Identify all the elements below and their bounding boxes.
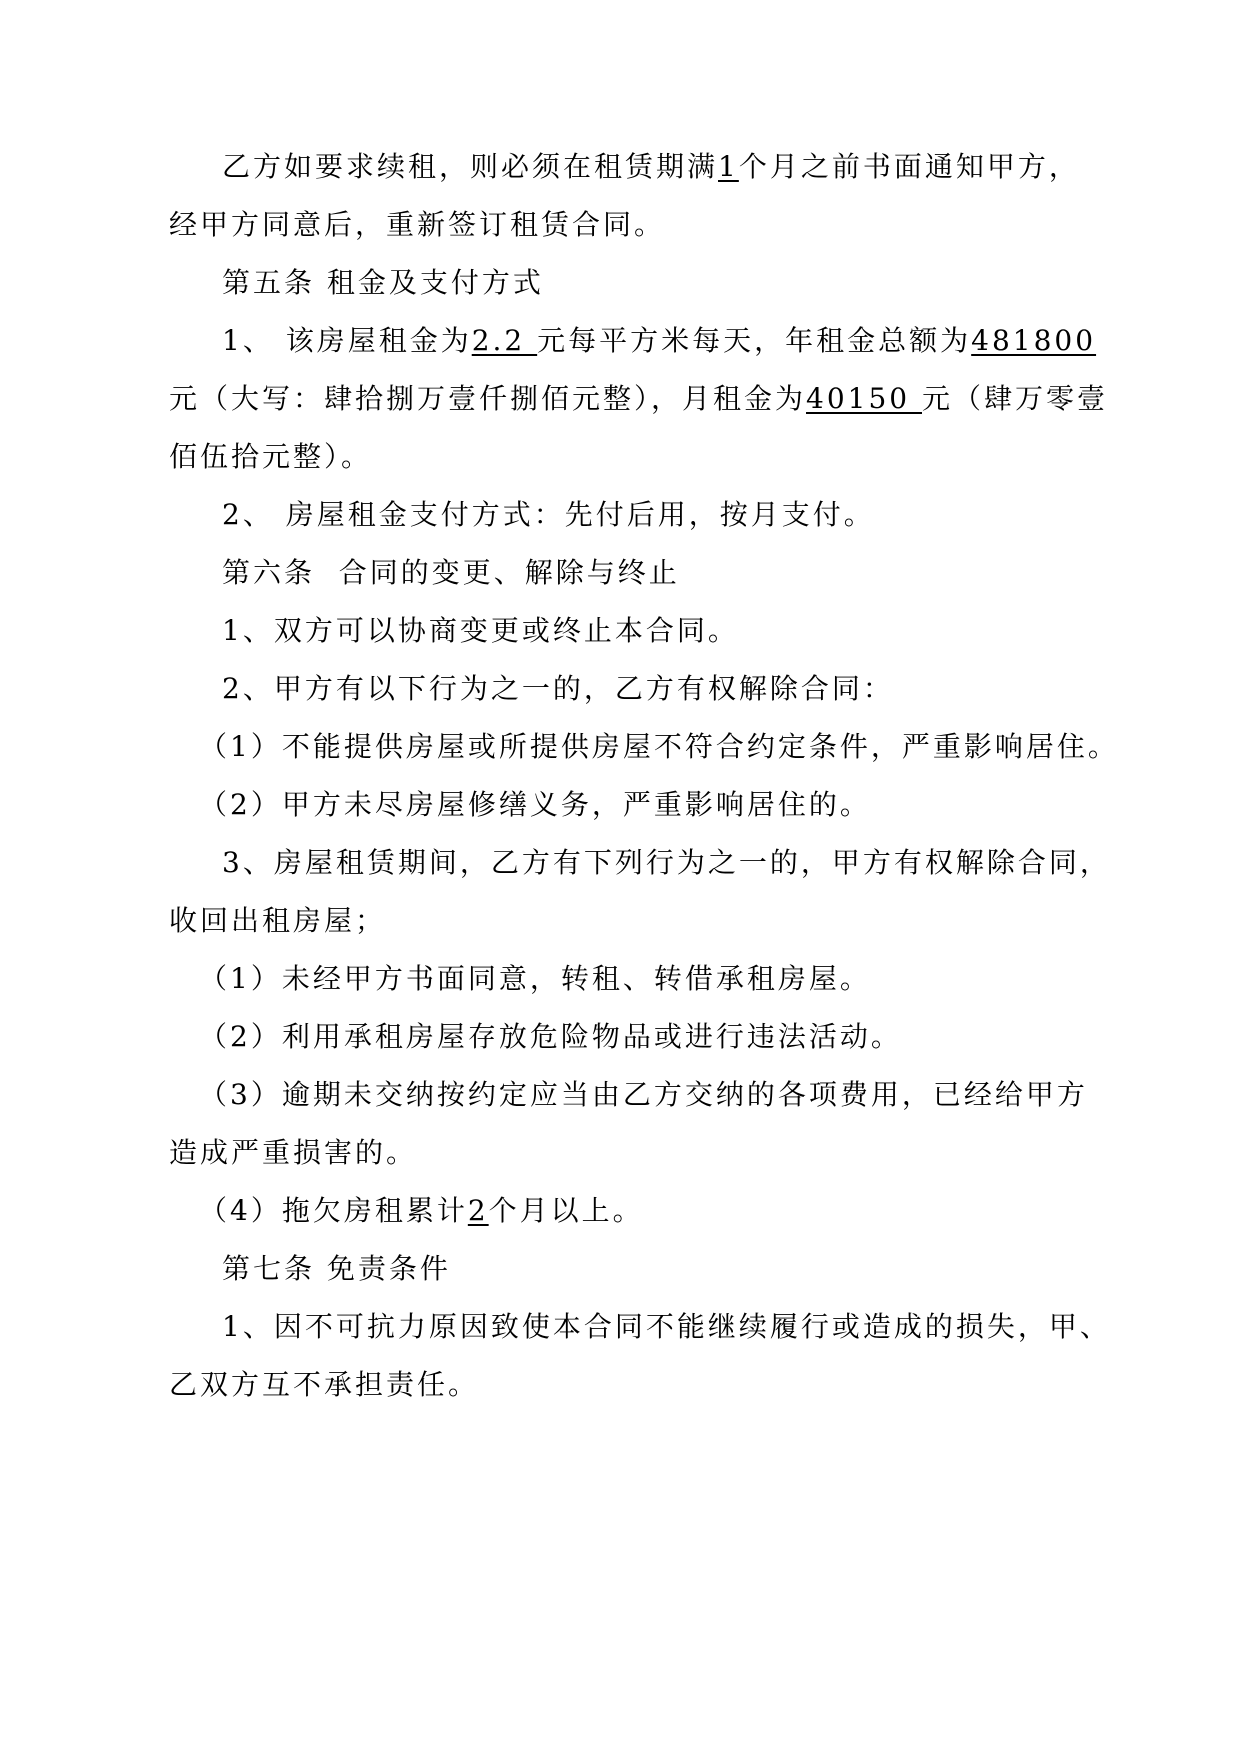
text-line-party-a-breach: 2、甲方有以下行为之一的，乙方有权解除合同： xyxy=(222,672,894,705)
text-line-renewal-notice: 乙方如要求续租，则必须在租赁期满1个月之前书面通知甲方， xyxy=(222,150,1080,183)
article-6-heading: 第六条 合同的变更、解除与终止 xyxy=(222,556,680,589)
renewal-notice-months: 1 xyxy=(718,150,739,183)
text-line-mutual-termination: 1、双方可以协商变更或终止本合同。 xyxy=(222,614,739,647)
text-line-monthly-rent: 元（大写：肆拾捌万壹仟捌佰元整），月租金为40150 元（肆万零壹 xyxy=(169,382,1109,415)
rent-rate-value: 2.2 xyxy=(471,324,538,357)
text-line-b-item-2: （2）利用承租房屋存放危险物品或进行违法活动。 xyxy=(199,1020,902,1053)
overdue-months-value: 2 xyxy=(467,1194,489,1227)
annual-rent-value: 481800 xyxy=(971,324,1097,357)
text-line-force-majeure-cont: 乙双方互不承担责任。 xyxy=(169,1368,480,1401)
text-line-b-item-3: （3）逾期未交纳按约定应当由乙方交纳的各项费用，已经给甲方 xyxy=(199,1078,1088,1111)
text-line-monthly-rent-cont: 佰伍拾元整）。 xyxy=(169,440,373,473)
text-line-renewal-contract: 经甲方同意后，重新签订租赁合同。 xyxy=(169,208,666,241)
text-line-b-item-1: （1）未经甲方书面同意，转租、转借承租房屋。 xyxy=(199,962,871,995)
monthly-rent-value: 40150 xyxy=(806,382,922,415)
article-7-heading: 第七条 免责条件 xyxy=(222,1252,451,1285)
text-line-breach-item-1: （1）不能提供房屋或所提供房屋不符合约定条件，严重影响居住。 xyxy=(199,730,1119,763)
text-line-payment-method: 2、 房屋租金支付方式：先付后用，按月支付。 xyxy=(222,498,875,531)
text-line-party-b-breach: 3、房屋租赁期间，乙方有下列行为之一的，甲方有权解除合同， xyxy=(222,846,1111,879)
text-line-breach-item-2: （2）甲方未尽房屋修缮义务，严重影响居住的。 xyxy=(199,788,871,821)
article-5-heading: 第五条 租金及支付方式 xyxy=(222,266,544,299)
text-line-b-item-3-cont: 造成严重损害的。 xyxy=(169,1136,418,1169)
text-line-rent-rate: 1、 该房屋租金为2.2 元每平方米每天，年租金总额为481800 xyxy=(222,324,1097,357)
text-line-b-item-4: （4）拖欠房租累计2个月以上。 xyxy=(199,1194,644,1227)
text-line-force-majeure: 1、因不可抗力原因致使本合同不能继续履行或造成的损失，甲、 xyxy=(222,1310,1111,1343)
text-line-reclaim-house: 收回出租房屋； xyxy=(169,904,387,937)
